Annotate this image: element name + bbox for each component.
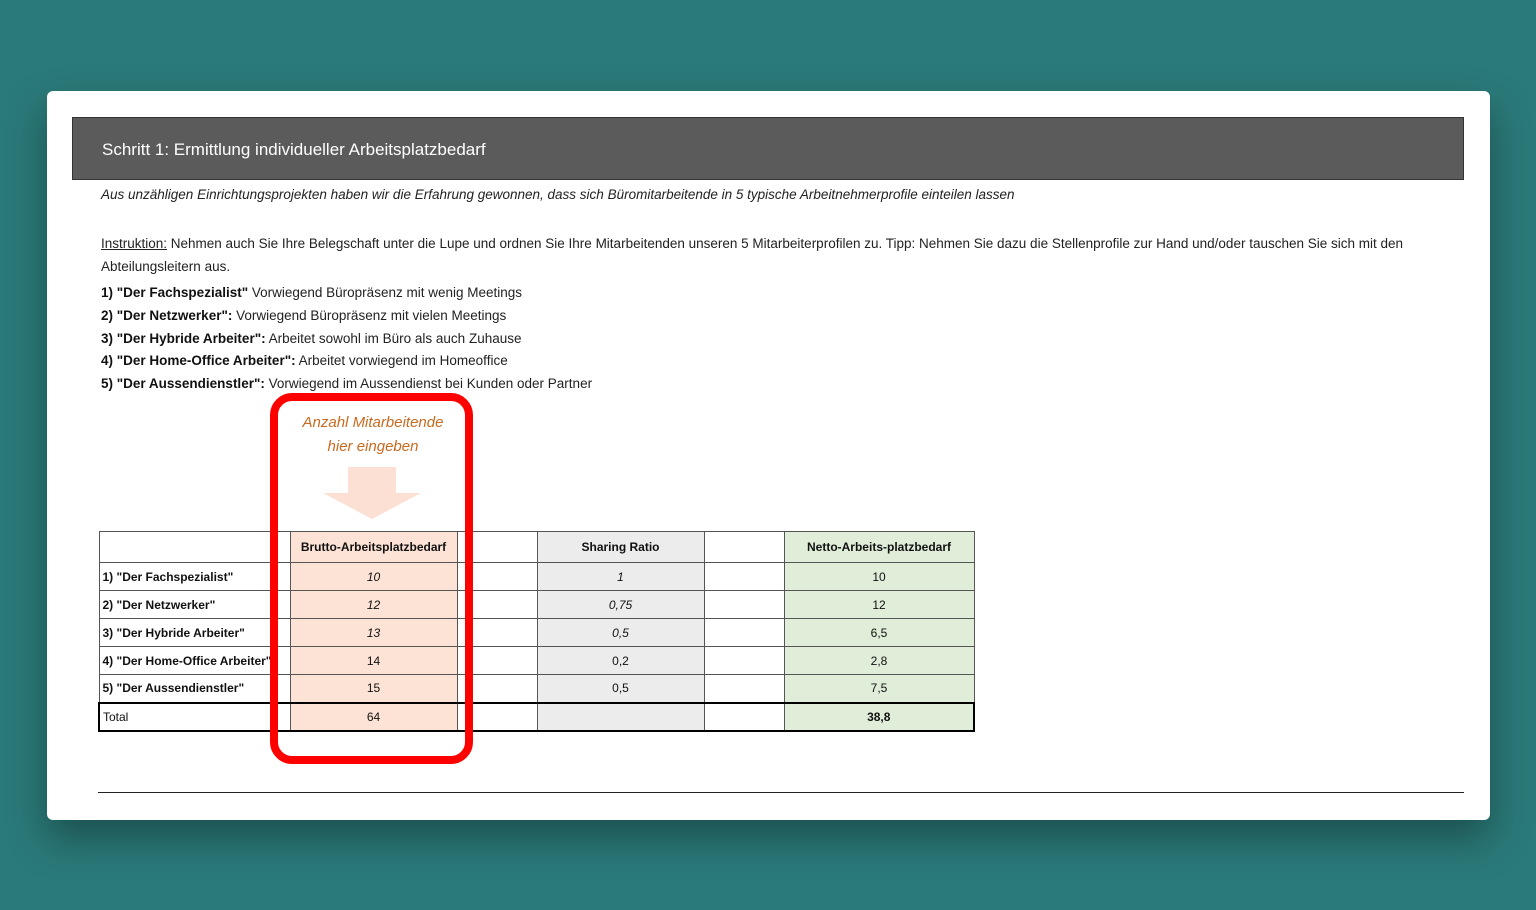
sharing-ratio: 0,75 (537, 591, 704, 619)
netto-value: 6,5 (784, 619, 974, 647)
header-netto: Netto-Arbeits-platzbedarf (784, 532, 974, 563)
sharing-ratio: 0,2 (537, 647, 704, 675)
input-hint (282, 411, 464, 459)
profile-item: 1) "Der Fachspezialist" Vorwiegend Büropräsenz mit wenig Meetings (101, 285, 523, 300)
sharing-ratio: 1 (537, 563, 704, 591)
sharing-ratio: 0,5 (537, 675, 704, 703)
instruction-label: Instruktion: (101, 236, 168, 251)
header-brutto: Brutto-Arbeitsplatzbedarf (290, 532, 457, 563)
table-row (99, 675, 974, 703)
content-card (47, 91, 1490, 820)
hint-line-2: hier eingeben (327, 438, 419, 455)
total-row (99, 703, 974, 731)
profile-item: 3) "Der Hybride Arbeiter": Arbeitet sowohl im Büro als auch Zuhause (101, 330, 522, 346)
profile-item: 2) "Der Netzwerker": Vorwiegend Büropräsenz mit vielen Meetings (101, 307, 507, 323)
row-label: 3) "Der Hybride Arbeiter" (99, 619, 290, 647)
brutto-input[interactable]: 13 (290, 619, 457, 647)
sharing-ratio: 0,5 (537, 619, 704, 647)
header-sharing: Sharing Ratio (537, 532, 704, 563)
table-row (99, 647, 974, 675)
total-brutto: 64 (290, 703, 457, 731)
row-label: 1) "Der Fachspezialist" (99, 563, 290, 591)
brutto-input[interactable]: 14 (290, 647, 457, 675)
divider (98, 792, 1464, 793)
brutto-input[interactable]: 10 (290, 563, 457, 591)
total-netto: 38,8 (784, 703, 974, 731)
hint-line-1: Anzahl Mitarbeitende (302, 414, 444, 431)
profile-item: 4) "Der Home-Office Arbeiter": Arbeitet vorwiegend im Homeoffice (101, 353, 508, 369)
table-row (99, 563, 974, 591)
netto-value: 12 (784, 591, 974, 619)
workplace-table (98, 531, 975, 732)
brutto-input[interactable]: 15 (290, 675, 457, 703)
intro-text: Aus unzähligen Einrichtungsprojekten haben wir die Erfahrung gewonnen, dass sich Büromitarbeitende in 5 typische Arbeitnehmerprofile einteilen lassen (101, 187, 1015, 202)
total-label: Total (99, 703, 290, 731)
table-header-row (99, 532, 974, 563)
netto-value: 7,5 (784, 675, 974, 703)
brutto-input[interactable]: 12 (290, 591, 457, 619)
profile-list (101, 282, 1001, 396)
instruction-text (101, 232, 1461, 278)
row-label: 2) "Der Netzwerker" (99, 591, 290, 619)
arrow-down-icon (323, 467, 421, 519)
netto-value: 2,8 (784, 647, 974, 675)
instruction-body: Nehmen auch Sie Ihre Belegschaft unter die Lupe und ordnen Sie Ihre Mitarbeitenden unseren 5 Mitarbeiterprofilen zu. Tipp: Nehmen Sie dazu die Stellenprofile zur Hand und/oder tauschen Sie sich mit den Abteilungsleitern aus. (101, 236, 1404, 274)
row-label: 5) "Der Aussendienstler" (99, 675, 290, 703)
netto-value: 10 (784, 563, 974, 591)
table-row (99, 619, 974, 647)
section-header: Schritt 1: Ermittlung individueller Arbeitsplatzbedarf (72, 117, 1464, 180)
table-row (99, 591, 974, 619)
row-label: 4) "Der Home-Office Arbeiter" (99, 647, 290, 675)
profile-item: 5) "Der Aussendienstler": Vorwiegend im Aussendienst bei Kunden oder Partner (101, 376, 593, 391)
